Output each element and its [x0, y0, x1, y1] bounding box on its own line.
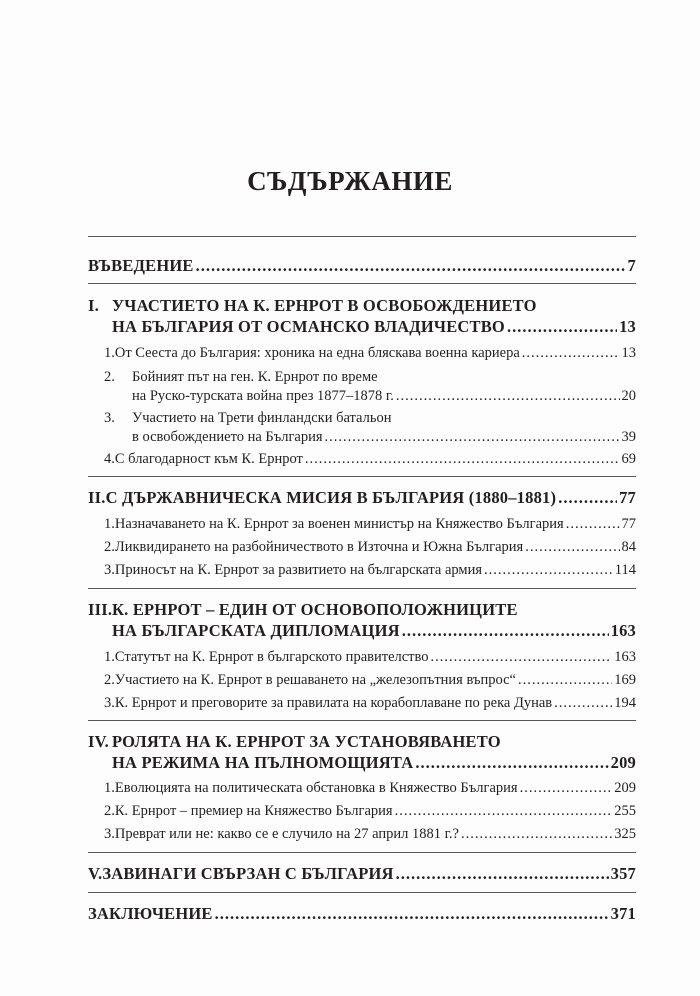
divider — [88, 588, 636, 589]
section-title-line-2: в освобождението на България — [132, 429, 323, 445]
dot-leader — [431, 649, 613, 666]
section-number: 3. — [104, 562, 115, 578]
chapter-title-line-1: РОЛЯТА НА К. ЕРНРОТ ЗА УСТАНОВЯВАНЕТО — [112, 732, 501, 751]
section-page-number: 169 — [614, 672, 636, 688]
dot-leader — [325, 429, 620, 446]
divider — [88, 852, 636, 853]
section-page-number: 77 — [621, 516, 636, 532]
page-title: СЪДЪРЖАНИЕ — [247, 166, 453, 196]
section-page-number: 163 — [614, 649, 636, 665]
dot-leader — [402, 621, 609, 641]
toc-entry-conclusion[interactable] — [88, 904, 636, 924]
dot-leader — [484, 562, 613, 579]
chapter-number: I. — [88, 296, 99, 315]
section-page-number: 255 — [614, 803, 636, 819]
dot-leader — [196, 256, 626, 276]
entry-label: ЗАКЛЮЧЕНИЕ — [88, 904, 213, 923]
chapter-title-line-2: НА РЕЖИМА НА ПЪЛНОМОЩИЯТА — [112, 753, 414, 772]
chapter-title: С ДЪРЖАВНИЧЕСКА МИСИЯ В БЪЛГАРИЯ (1880–1881) — [105, 488, 557, 507]
dot-leader — [525, 539, 619, 556]
toc-chapter-3[interactable] — [88, 600, 636, 640]
divider — [88, 720, 636, 721]
toc-section-2-2[interactable] — [104, 539, 636, 556]
dot-leader — [518, 672, 612, 689]
section-page-number: 69 — [621, 451, 636, 467]
chapter-title-line-1: УЧАСТИЕТО НА К. ЕРНРОТ В ОСВОБОЖДЕНИЕТО — [112, 296, 537, 315]
entry-page-number: 7 — [627, 256, 636, 275]
section-number: 3. — [104, 695, 115, 711]
toc-chapter-1[interactable] — [88, 296, 636, 336]
section-page-number: 325 — [614, 826, 636, 842]
section-number: 2. — [104, 369, 115, 385]
section-title-line-1: Бойният път на ген. К. Ернрот по време — [132, 369, 378, 385]
section-page-number: 39 — [621, 429, 636, 445]
dot-leader — [215, 904, 609, 924]
section-title: Ликвидирането на разбойничеството в Източна и Южна България — [114, 539, 524, 555]
section-number: 1. — [104, 345, 115, 361]
toc-section-3-3[interactable] — [104, 695, 636, 712]
chapter-page-number: 209 — [610, 753, 636, 772]
chapter-number: II. — [88, 488, 106, 507]
dot-leader — [520, 780, 613, 797]
chapter-page-number: 77 — [619, 488, 636, 507]
section-page-number: 194 — [614, 695, 636, 711]
toc-section-1-1[interactable] — [104, 345, 636, 362]
toc-section-1-2[interactable] — [104, 369, 636, 409]
dot-leader — [558, 488, 617, 508]
section-page-number: 84 — [621, 539, 636, 555]
entry-page-number: 371 — [610, 904, 636, 923]
section-title: Приносът на К. Ернрот за развитието на българската армия — [114, 562, 483, 578]
section-title: От Сееста до България: хроника на една бляскава военна кариера — [114, 345, 520, 361]
dot-leader — [554, 695, 612, 712]
dot-leader — [395, 803, 613, 820]
entry-label: ВЪВЕДЕНИЕ — [88, 256, 194, 275]
toc-section-4-3[interactable] — [104, 826, 636, 843]
toc-section-3-1[interactable] — [104, 649, 636, 666]
divider — [88, 476, 636, 477]
section-title: С благодарност към К. Ернрот — [114, 451, 303, 467]
toc-section-2-3[interactable] — [104, 562, 636, 579]
section-title: Статутът на К. Ернрот в българското правителство — [114, 649, 429, 665]
toc-chapter-5[interactable] — [88, 864, 636, 884]
section-number: 2. — [104, 539, 115, 555]
section-page-number: 20 — [621, 388, 636, 404]
toc-section-2-1[interactable] — [104, 516, 636, 533]
section-title: Назначаването на К. Ернрот за военен министър на Княжество България — [114, 516, 564, 532]
section-number: 1. — [104, 516, 115, 532]
toc-section-4-2[interactable] — [104, 803, 636, 820]
toc-chapter-2[interactable] — [88, 488, 636, 508]
toc-section-4-1[interactable] — [104, 780, 636, 797]
chapter-page-number: 13 — [619, 317, 636, 336]
divider — [88, 236, 636, 237]
section-title: К. Ернрот – премиер на Княжество България — [114, 803, 393, 819]
dot-leader — [305, 451, 620, 468]
toc-section-1-3[interactable] — [104, 410, 636, 450]
chapter-number: V. — [88, 864, 103, 883]
dot-leader — [396, 864, 609, 884]
section-number: 3. — [104, 410, 115, 426]
chapter-title-line-2: НА БЪЛГАРИЯ ОТ ОСМАНСКО ВЛАДИЧЕСТВО — [112, 317, 505, 336]
chapter-number: IV. — [88, 732, 109, 751]
divider — [88, 892, 636, 893]
toc-entry-introduction[interactable] — [88, 256, 636, 276]
dot-leader — [396, 388, 620, 405]
dot-leader — [522, 345, 620, 362]
toc-section-3-2[interactable] — [104, 672, 636, 689]
section-title-line-2: на Руско-турската война през 1877–1878 г. — [132, 388, 394, 404]
section-title: К. Ернрот и преговорите за правилата на корабоплаване по река Дунав — [114, 695, 553, 711]
chapter-page-number: 357 — [610, 864, 636, 883]
section-number: 2. — [104, 672, 115, 688]
section-page-number: 13 — [621, 345, 636, 361]
section-title: Преврат или не: какво се е случило на 27 април 1881 г.? — [114, 826, 459, 842]
chapter-page-number: 163 — [610, 621, 636, 640]
section-title-line-1: Участието на Трети финландски батальон — [132, 410, 392, 426]
chapter-title-line-1: К. ЕРНРОТ – ЕДИН ОТ ОСНОВОПОЛОЖНИЦИТЕ — [112, 600, 518, 619]
chapter-title-line-2: НА БЪЛГАРСКАТА ДИПЛОМАЦИЯ — [112, 621, 400, 640]
dot-leader — [507, 317, 617, 337]
toc-section-1-4[interactable] — [104, 451, 636, 468]
section-number: 3. — [104, 826, 115, 842]
section-number: 2. — [104, 803, 115, 819]
section-number: 4. — [104, 451, 115, 467]
chapter-title: ЗАВИНАГИ СВЪРЗАН С БЪЛГАРИЯ — [102, 864, 394, 883]
section-page-number: 209 — [614, 780, 636, 796]
dot-leader — [461, 826, 612, 843]
toc-chapter-4[interactable] — [88, 732, 636, 772]
section-number: 1. — [104, 649, 115, 665]
divider — [88, 283, 636, 284]
dot-leader — [566, 516, 620, 533]
section-page-number: 114 — [614, 562, 636, 578]
section-title: Еволюцията на политическата обстановка в Княжество България — [114, 780, 518, 796]
chapter-number: III. — [88, 600, 113, 619]
dot-leader — [415, 753, 608, 773]
section-title: Участието на К. Ернрот в решаването на „железопътния въпрос“ — [114, 672, 516, 688]
section-number: 1. — [104, 780, 115, 796]
